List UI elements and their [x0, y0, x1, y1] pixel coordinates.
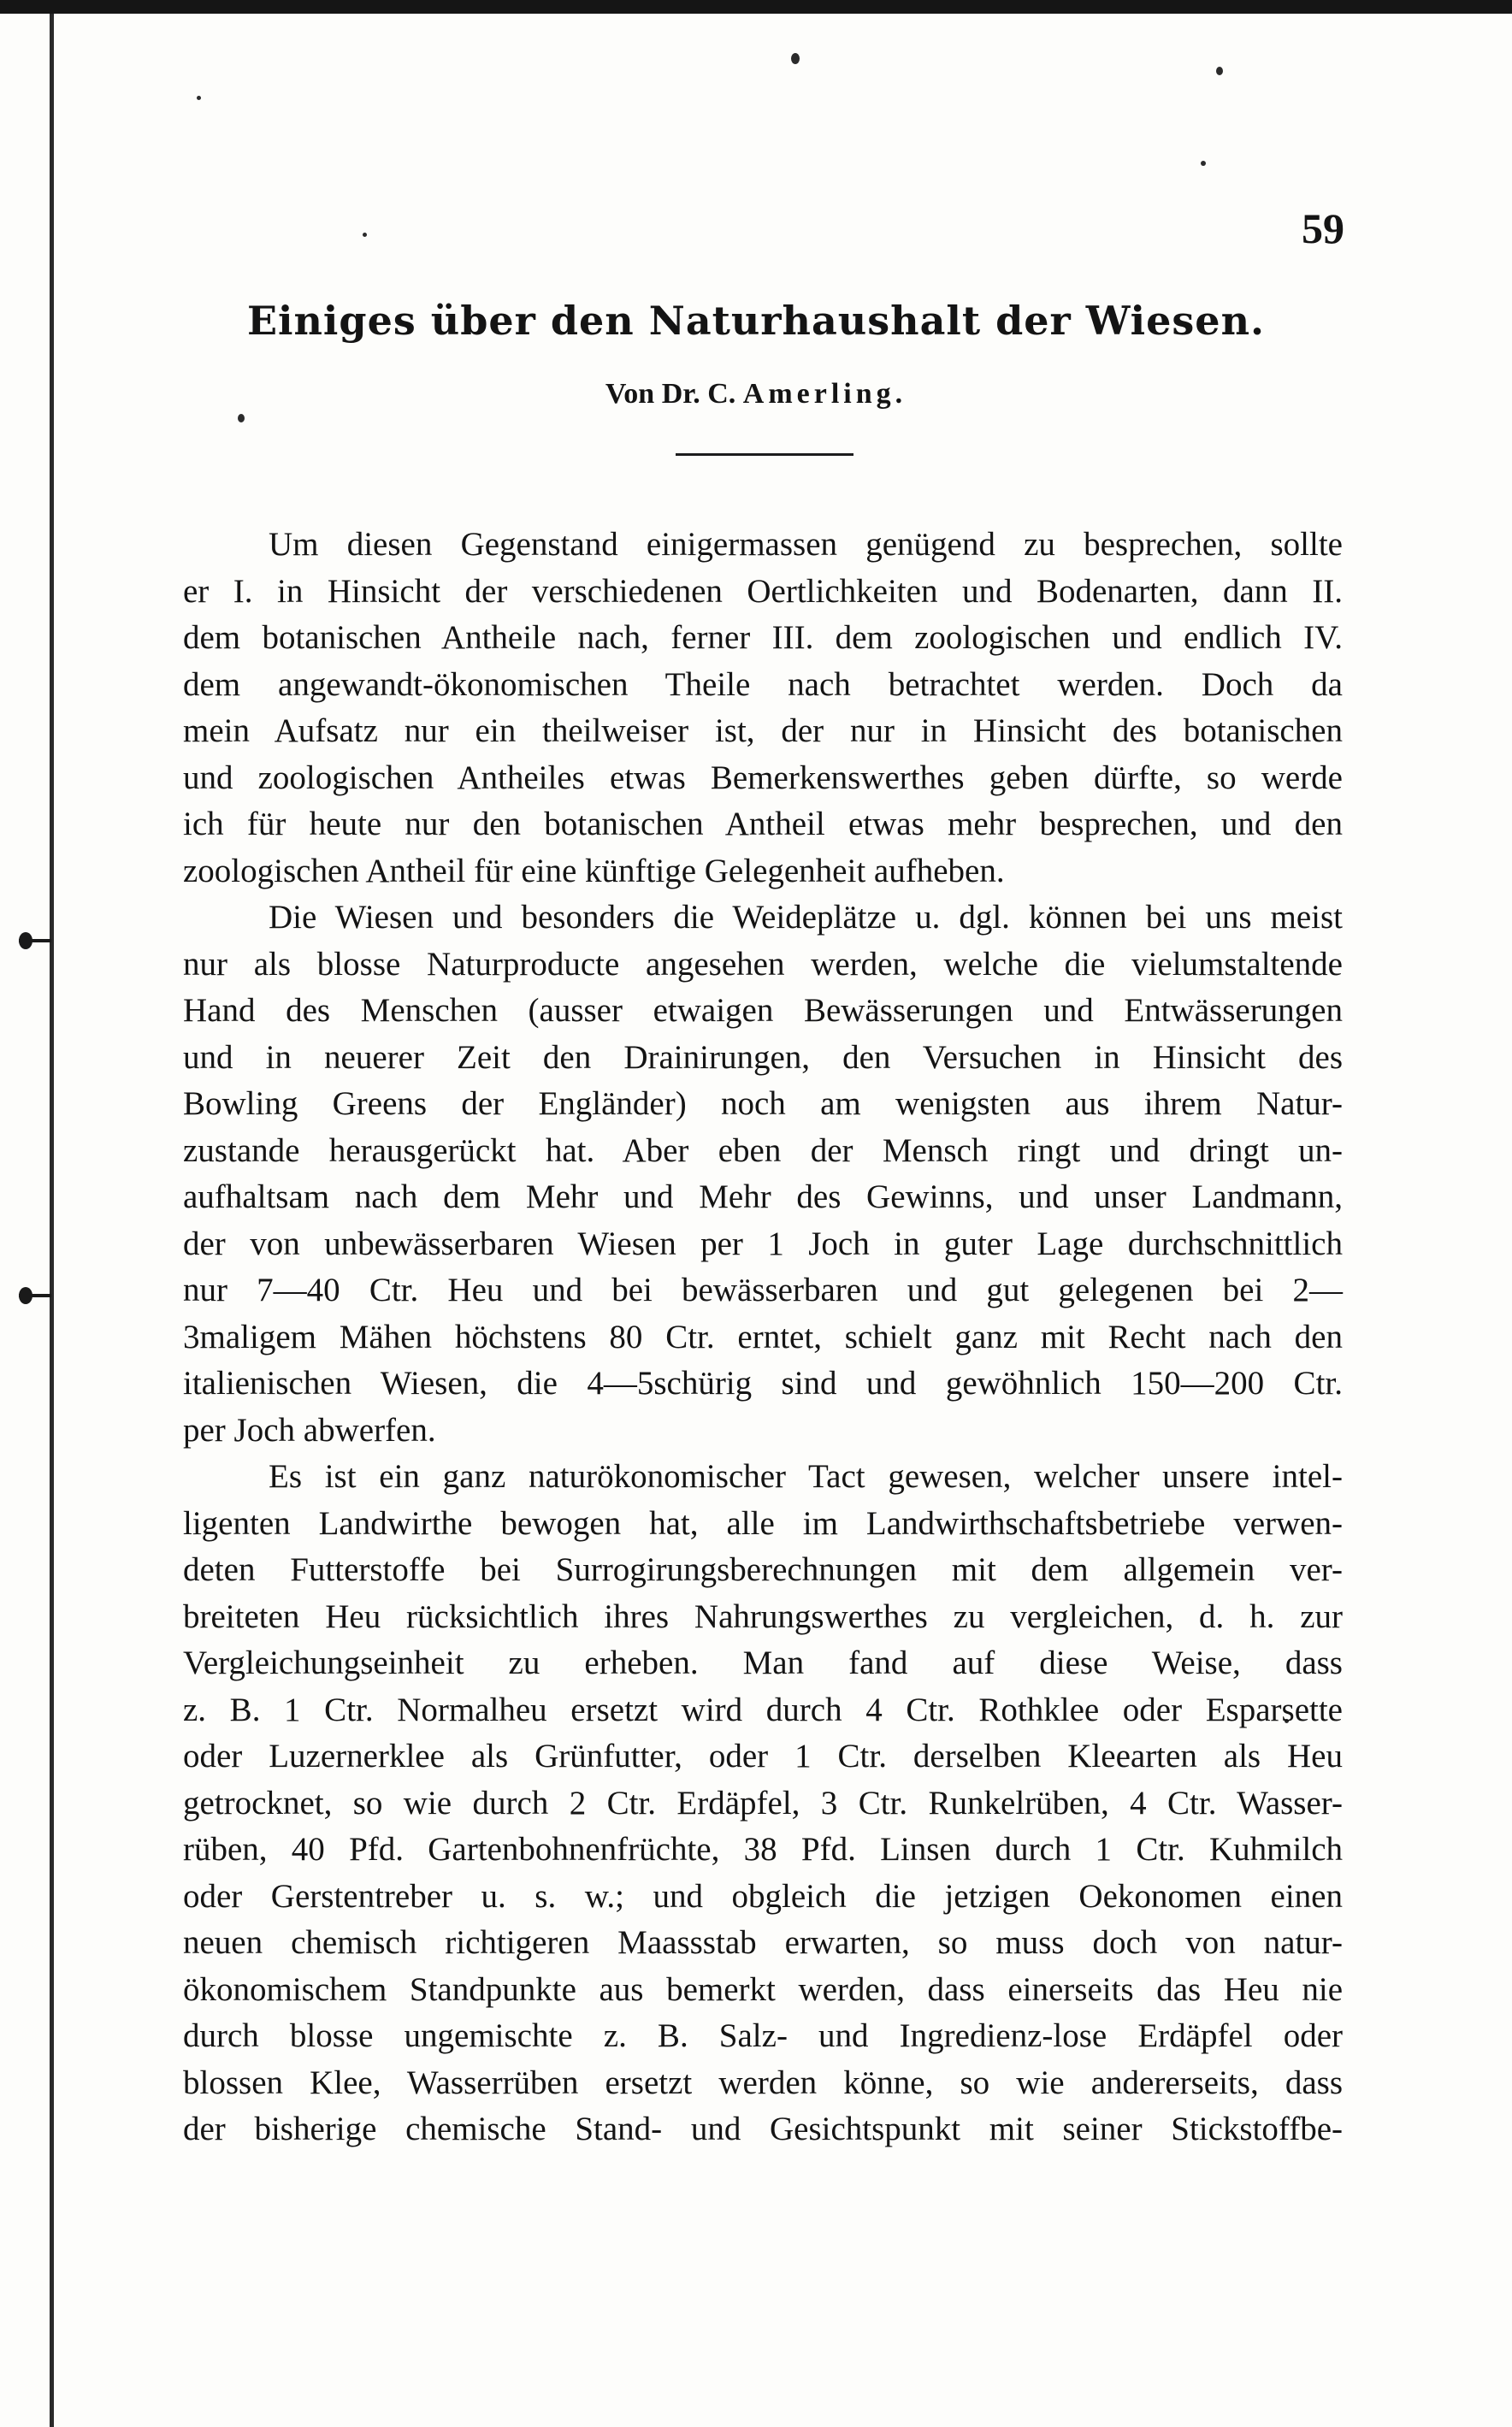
article-title: Einiges über den Naturhaushalt der Wiesen.: [246, 298, 1266, 344]
text-line: und zoologischen Antheiles etwas Bemerkenswerthes geben dürfte, so werde: [183, 759, 1343, 796]
scan-top-border: [0, 0, 1512, 14]
text-line: rüben, 40 Pfd. Gartenbohnenfrüchte, 38 Pfd. Linsen durch 1 Ctr. Kuhmilch: [183, 1831, 1343, 1868]
text-line: und in neuerer Zeit den Drainirungen, den Versuchen in Hinsicht des: [183, 1038, 1343, 1076]
scan-speck: [1216, 67, 1223, 75]
text-line: der von unbewässerbaren Wiesen per 1 Joch in guter Lage durchschnittlich: [183, 1225, 1343, 1262]
text-line: durch blosse ungemischte z. B. Salz- und Ingredienz-lose Erdäpfel oder: [183, 2017, 1343, 2054]
text-line: dem angewandt-ökonomischen Theile nach betrachtet werden. Doch da: [183, 665, 1343, 703]
text-line: Um diesen Gegenstand einigermassen genügend zu besprechen, sollte: [269, 526, 1343, 563]
text-line: zustande herausgerückt hat. Aber eben der Mensch ringt und dringt un-: [183, 1131, 1343, 1169]
text-line: 3maligem Mähen höchstens 80 Ctr. erntet, schielt ganz mit Recht nach den: [183, 1318, 1343, 1355]
text-line: nur als blosse Naturproducte angesehen werden, welche die vielumstaltende: [183, 945, 1343, 983]
text-line: breiteten Heu rücksichtlich ihres Nahrungswerthes zu vergleichen, d. h. zur: [183, 1597, 1343, 1635]
binding-mark-stub: [19, 939, 51, 942]
scan-speck: [238, 414, 245, 422]
text-line: oder Gerstentreber u. s. w.; und obgleich die jetzigen Oekonomen einen: [183, 1877, 1343, 1915]
text-line: italienischen Wiesen, die 4—5schürig sind und gewöhnlich 150—200 Ctr.: [183, 1365, 1343, 1402]
binding-mark-stub: [19, 1294, 51, 1297]
text-line: z. B. 1 Ctr. Normalheu ersetzt wird durch 4 Ctr. Rothklee oder Esparsette: [183, 1691, 1343, 1728]
scan-speck: [363, 233, 367, 237]
article-body: [183, 522, 1343, 2153]
text-line: er I. in Hinsicht der verschiedenen Oertlichkeiten und Bodenarten, dann II.: [183, 572, 1343, 610]
author-line: [0, 378, 1512, 410]
text-line: Es ist ein ganz naturökonomischer Tact gewesen, welcher unsere intel-: [269, 1458, 1343, 1495]
title-divider: [676, 453, 853, 456]
text-line: ökonomischem Standpunkte aus bemerkt werden, dass einerseits das Heu nie: [183, 1970, 1343, 2008]
author-name: Amerling.: [742, 378, 907, 410]
text-line: ligenten Landwirthe bewogen hat, alle im Landwirthschaftsbetriebe verwen-: [183, 1504, 1343, 1542]
paragraph-3: [183, 1454, 1343, 2153]
text-line: Vergleichungseinheit zu erheben. Man fand auf diese Weise, dass: [183, 1645, 1343, 1681]
text-line: dem botanischen Antheile nach, ferner III. dem zoologischen und endlich IV.: [183, 619, 1343, 656]
scan-speck: [1201, 161, 1206, 166]
text-line: oder Luzernerklee als Grünfutter, oder 1 Ctr. derselben Kleearten als Heu: [183, 1738, 1343, 1774]
paragraph-1: [183, 522, 1343, 895]
author-prefix: Von Dr. C.: [605, 378, 736, 410]
text-line: mein Aufsatz nur ein theilweiser ist, der nur in Hinsicht des botanischen: [183, 712, 1343, 749]
paragraph-2: [183, 895, 1343, 1454]
page-number: 59: [1302, 204, 1344, 252]
text-line: deten Futterstoffe bei Surrogirungsberechnungen mit dem allgemein ver-: [183, 1551, 1343, 1588]
text-line: blossen Klee, Wasserrüben ersetzt werden könne, so wie andererseits, dass: [183, 2064, 1343, 2101]
text-line: aufhaltsam nach dem Mehr und Mehr des Gewinns, und unser Landmann,: [183, 1178, 1343, 1215]
scan-speck: [791, 53, 800, 64]
text-line: ich für heute nur den botanischen Antheil etwas mehr besprechen, und den: [183, 806, 1343, 842]
scan-speck: [197, 96, 201, 100]
text-line: getrocknet, so wie durch 2 Ctr. Erdäpfel, 3 Ctr. Runkelrüben, 4 Ctr. Wasser-: [183, 1784, 1343, 1822]
text-line: zoologischen Antheil für eine künftige Gelegenheit aufheben.: [183, 852, 1005, 889]
text-line: der bisherige chemische Stand- und Gesichtspunkt mit seiner Stickstoffbe-: [183, 2111, 1343, 2147]
text-line: nur 7—40 Ctr. Heu und bei bewässerbaren und gut gelegenen bei 2—: [183, 1272, 1343, 1308]
text-line: per Joch abwerfen.: [183, 1411, 436, 1449]
text-line: Hand des Menschen (ausser etwaigen Bewässerungen und Entwässerungen: [183, 992, 1343, 1029]
text-line: Die Wiesen und besonders die Weideplätze u. dgl. können bei uns meist: [269, 899, 1343, 936]
scan-left-edge: [50, 14, 54, 2427]
text-line: neuen chemisch richtigeren Maassstab erwarten, so muss doch von natur-: [183, 1924, 1343, 1961]
text-line: Bowling Greens der Engländer) noch am wenigsten aus ihrem Natur-: [183, 1085, 1343, 1122]
